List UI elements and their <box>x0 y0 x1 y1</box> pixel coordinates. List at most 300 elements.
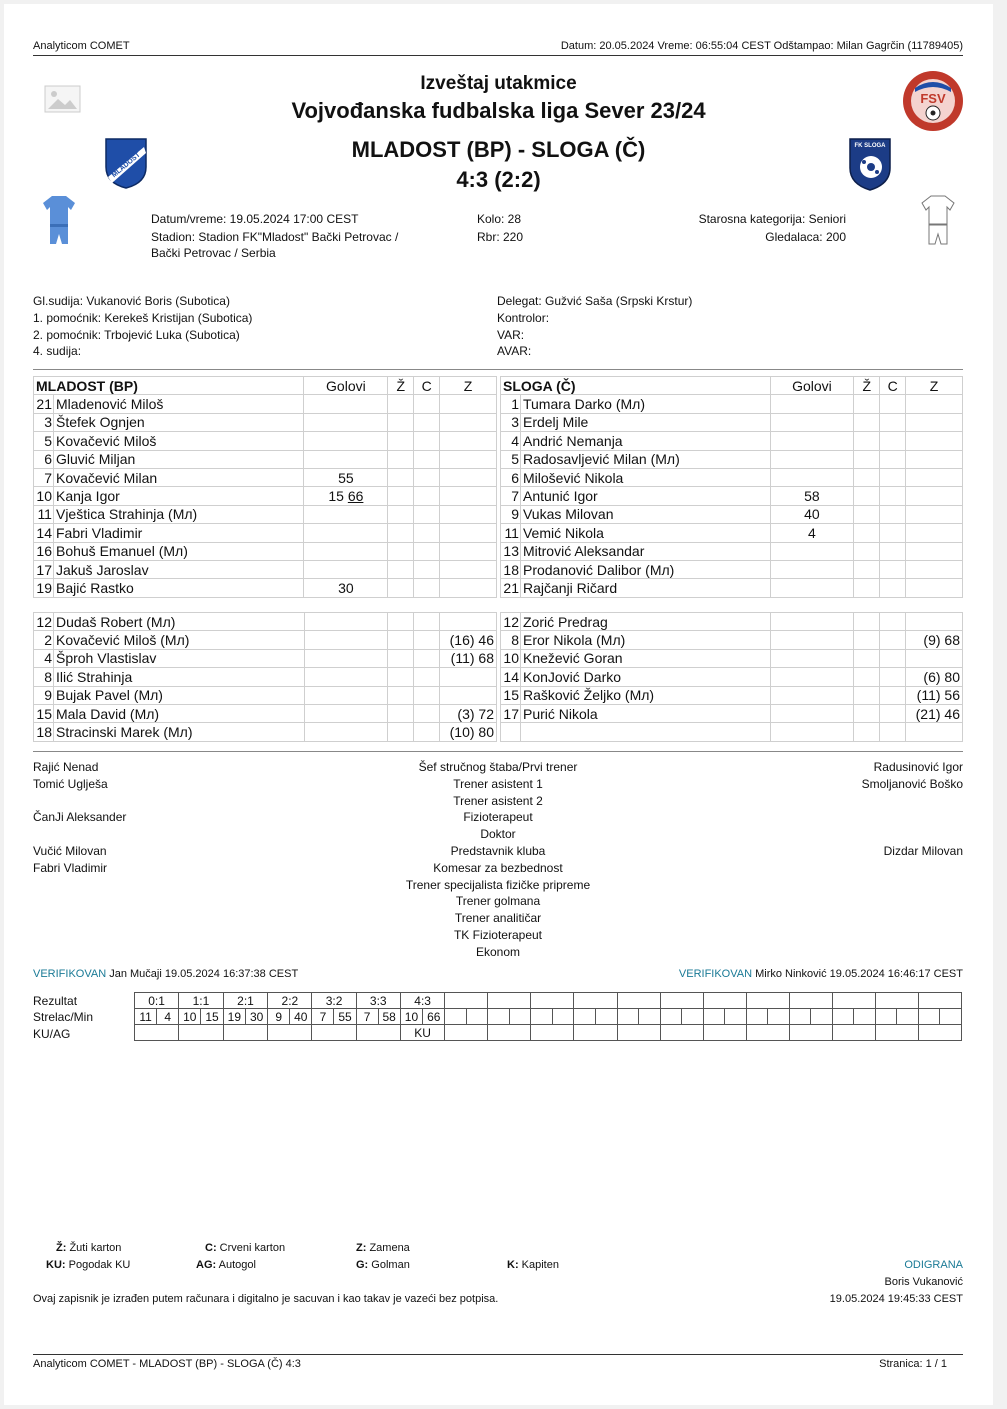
away-table-header <box>501 377 963 395</box>
player-number: 1 <box>501 395 521 413</box>
table-row <box>501 524 963 542</box>
substitution: (21) 46 <box>905 704 962 722</box>
staff-role: Komesar za bezbednost <box>433 860 563 875</box>
home-team-name: MLADOST (BP) <box>34 377 304 395</box>
result-cell <box>746 993 789 1009</box>
goal-minute-cell <box>639 1009 661 1025</box>
player-name: Milošević Nikola <box>520 468 770 486</box>
player-name: Tumara Darko (Mл) <box>520 395 770 413</box>
result-label: Rezultat <box>33 994 78 1008</box>
staff-name: Rajić Nenad <box>33 760 99 774</box>
result-cell: 3:3 <box>356 993 400 1009</box>
result-cell: 4:3 <box>400 993 445 1009</box>
kuag-label: KU/AG <box>33 1027 71 1041</box>
away-staff-list <box>862 759 963 860</box>
match-stadium: Stadion: Stadion FK"Mladost" Bački Petrovac / <box>151 230 399 244</box>
kuag-cell <box>832 1025 875 1041</box>
player-name: Andrić Nemanja <box>520 432 770 450</box>
delegate: Delegat: Gužvić Saša (Srpski Krstur) <box>497 294 693 308</box>
player-number: 12 <box>34 613 54 631</box>
player-name: Radosavljević Milan (Mл) <box>520 450 770 468</box>
match-datetime: Datum/vreme: 19.05.2024 17:00 CEST <box>151 212 359 226</box>
player-name: Bajić Rastko <box>53 579 304 597</box>
assistant-referee-1: 1. pomoćnik: Kerekeš Kristijan (Subotica) <box>33 311 253 325</box>
player-goals <box>304 413 388 431</box>
player-number: 17 <box>501 704 521 722</box>
footer-left: Analyticom COMET - MLADOST (BP) - SLOGA (Č) 4:3 <box>33 1358 301 1370</box>
player-goals: 55 <box>304 468 388 486</box>
staff-name <box>862 809 963 826</box>
goal-minute-cell <box>509 1009 531 1025</box>
player-number: 21 <box>34 395 54 413</box>
player-name: Vještica Strahinja (Mл) <box>53 505 304 523</box>
player-goals <box>770 395 854 413</box>
disclaimer: Ovaj zapisnik je izrađen putem računara i digitalno je sacuvan i kao takav je vazeći bez potpisa. <box>33 1293 499 1305</box>
player-name: Dudaš Robert (Mл) <box>53 613 304 631</box>
goal-minute-cell: 66 <box>423 1009 445 1025</box>
player-goals <box>304 395 388 413</box>
table-row <box>34 686 497 704</box>
player-goals <box>304 560 388 578</box>
goals-header: Golovi <box>304 377 388 395</box>
table-row <box>501 432 963 450</box>
player-name: Bohuš Emanuel (Mл) <box>53 542 304 560</box>
away-team-name: SLOGA (Č) <box>501 377 771 395</box>
goal-minute-cell: 4 <box>157 1009 179 1025</box>
kuag-cell <box>617 1025 660 1041</box>
player-goals <box>770 450 854 468</box>
table-row <box>34 432 497 450</box>
substitution: (10) 80 <box>439 723 496 741</box>
player-number: 6 <box>501 468 521 486</box>
footer-page: Stranica: 1 / 1 <box>879 1358 947 1370</box>
player-name <box>520 723 770 741</box>
player-name: Vukas Milovan <box>520 505 770 523</box>
player-goals <box>770 432 854 450</box>
table-row <box>34 505 497 523</box>
table-row <box>34 579 497 597</box>
fourth-official: 4. sudija: <box>33 344 82 358</box>
staff-name: Fabri Vladimir <box>33 860 108 875</box>
result-cell <box>789 993 832 1009</box>
substitution <box>905 649 962 667</box>
match-teams: MLADOST (BP) - SLOGA (Č) <box>351 137 646 162</box>
away-crest-text: FK SLOGA <box>854 143 886 149</box>
player-number <box>501 723 521 741</box>
legend-red: C: Crveni karton <box>205 1242 286 1254</box>
yellow-header: Ž <box>854 377 880 395</box>
home-verification: VERIFIKOVAN Jan Mučaji 19.05.2024 16:37:38 CEST <box>33 968 299 980</box>
result-cell: 1:1 <box>179 993 224 1009</box>
away-verification: VERIFIKOVAN Mirko Ninković 19.05.2024 16:46:17 CEST <box>678 968 963 980</box>
player-name: Eror Nikola (Mл) <box>520 631 770 649</box>
yellow-header: Ž <box>388 377 414 395</box>
player-goals <box>304 542 388 560</box>
match-number: Rbr: 220 <box>477 230 524 244</box>
scorer-number-cell <box>789 1009 811 1025</box>
match-score: 4:3 (2:2) <box>456 167 541 192</box>
substitution: (6) 80 <box>905 668 962 686</box>
table-row <box>34 704 497 722</box>
scoring-grid <box>134 992 962 1041</box>
player-goals <box>304 432 388 450</box>
player-number: 19 <box>34 579 54 597</box>
player-name: Ilić Strahinja <box>53 668 304 686</box>
result-row <box>135 993 962 1009</box>
player-number: 10 <box>34 487 54 505</box>
kuag-cell <box>356 1025 400 1041</box>
staff-name: Smoljanović Boško <box>861 776 963 791</box>
player-name: Zorić Predrag <box>520 613 770 631</box>
table-row <box>34 413 497 431</box>
scorer-number-cell <box>746 1009 768 1025</box>
scorer-number-cell <box>531 1009 553 1025</box>
table-row <box>501 613 963 631</box>
player-number: 21 <box>501 579 521 597</box>
scorer-number-cell <box>832 1009 854 1025</box>
player-number: 8 <box>501 631 521 649</box>
player-number: 2 <box>34 631 54 649</box>
legend-ku: KU: Pogodak KU <box>46 1259 131 1271</box>
player-name: Kovačević Milan <box>53 468 304 486</box>
player-name: Rašković Željko (Mл) <box>520 686 770 704</box>
table-row <box>34 668 497 686</box>
goal-minute-cell <box>940 1009 962 1025</box>
staff-role: Trener asistent 1 <box>453 776 543 791</box>
scorer-number-cell: 11 <box>135 1009 157 1025</box>
staff-name: Dizdar Milovan <box>883 843 963 858</box>
player-name: Šproh Vlastislav <box>53 649 304 667</box>
penalty-goal: 66 <box>347 488 364 505</box>
kuag-cell <box>574 1025 617 1041</box>
staff-name <box>862 793 963 810</box>
age-category: Starosna kategorija: Seniori <box>698 212 846 226</box>
player-goals <box>304 450 388 468</box>
goal-minute-cell: 55 <box>334 1009 356 1025</box>
player-goals <box>770 413 854 431</box>
red-header: C <box>880 377 906 395</box>
player-number: 7 <box>34 468 54 486</box>
result-cell: 2:1 <box>223 993 268 1009</box>
controller: Kontrolor: <box>497 311 550 325</box>
substitution: (11) 56 <box>905 686 962 704</box>
scorer-label: Strelac/Min <box>33 1010 94 1024</box>
away-starters-table <box>500 376 963 598</box>
result-cell <box>660 993 703 1009</box>
kuag-cell <box>703 1025 746 1041</box>
scorer-number-cell <box>918 1009 940 1025</box>
scorer-number-cell: 19 <box>223 1009 245 1025</box>
player-number: 16 <box>34 542 54 560</box>
scorer-number-cell: 10 <box>400 1009 422 1025</box>
player-name: Vemić Nikola <box>520 524 770 542</box>
home-subs-table <box>33 612 497 742</box>
player-name: Kovačević Miloš (Mл) <box>53 631 304 649</box>
staff-role: Trener analitičar <box>454 911 542 926</box>
staff-role: Fizioterapeut <box>463 810 533 825</box>
kuag-cell <box>312 1025 356 1041</box>
staff-name: Radusinović Igor <box>873 760 963 774</box>
player-name: Kanja Igor <box>53 487 304 505</box>
scorer-number-cell <box>488 1009 510 1025</box>
staff-role: Trener specijalista fizičke pripreme <box>405 877 591 892</box>
away-subs-table <box>500 612 963 742</box>
player-number: 10 <box>501 649 521 667</box>
substitution <box>439 668 496 686</box>
table-row <box>34 560 497 578</box>
assistant-referee-2: 2. pomoćnik: Trbojević Luka (Subotica) <box>33 328 240 342</box>
home-staff-list <box>33 759 126 877</box>
kuag-cell <box>445 1025 488 1041</box>
result-cell <box>832 993 875 1009</box>
staff-role: Šef stručnog štaba/Prvi trener <box>418 760 578 774</box>
goal-minute-cell <box>811 1009 833 1025</box>
result-cell: 3:2 <box>312 993 356 1009</box>
player-goals <box>304 524 388 542</box>
scorer-number-cell: 7 <box>312 1009 334 1025</box>
player-goals: 40 <box>770 505 854 523</box>
player-number: 4 <box>501 432 521 450</box>
table-row <box>34 631 497 649</box>
substitution <box>439 613 496 631</box>
staff-name: Tomić Uglješa <box>33 776 108 791</box>
goal-minute-cell <box>725 1009 747 1025</box>
home-table-header <box>34 377 497 395</box>
table-row <box>34 542 497 560</box>
result-cell <box>445 993 488 1009</box>
goal-minute-cell: 30 <box>245 1009 267 1025</box>
table-row <box>501 505 963 523</box>
player-number: 8 <box>34 668 54 686</box>
home-crest-text: MLADOST <box>110 151 142 180</box>
player-number: 12 <box>501 613 521 631</box>
table-row <box>501 487 963 505</box>
player-goals <box>770 468 854 486</box>
player-number: 13 <box>501 542 521 560</box>
table-row <box>501 579 963 597</box>
report-title: Izveštaj utakmice <box>420 73 577 94</box>
table-row <box>501 413 963 431</box>
staff-name: ČanJi Aleksander <box>33 810 127 825</box>
player-number: 11 <box>34 505 54 523</box>
player-number: 9 <box>34 686 54 704</box>
player-name: Antunić Igor <box>520 487 770 505</box>
goal-minute-cell <box>768 1009 790 1025</box>
player-number: 6 <box>34 450 54 468</box>
away-team-crest <box>847 136 893 191</box>
kuag-cell <box>135 1025 179 1041</box>
scorer-number-cell: 9 <box>268 1009 290 1025</box>
player-goals: 58 <box>770 487 854 505</box>
goal-minute-cell <box>682 1009 704 1025</box>
legend-ag: AG: Autogol <box>196 1259 256 1271</box>
player-goals <box>770 579 854 597</box>
fsv-logo-text: FSV <box>920 91 946 106</box>
scorer-number-cell <box>875 1009 897 1025</box>
scorer-number-cell <box>574 1009 596 1025</box>
result-cell <box>531 993 574 1009</box>
red-header: C <box>414 377 440 395</box>
player-number: 15 <box>501 686 521 704</box>
report-page <box>4 4 993 1405</box>
match-round: Kolo: 28 <box>477 212 522 226</box>
scorer-number-cell <box>703 1009 725 1025</box>
table-row <box>501 468 963 486</box>
kuag-cell <box>789 1025 832 1041</box>
staff-name <box>33 826 126 843</box>
player-number: 3 <box>501 413 521 431</box>
table-row <box>501 686 963 704</box>
goal-minute-cell: 40 <box>290 1009 312 1025</box>
kuag-cell <box>179 1025 224 1041</box>
substitution: (9) 68 <box>905 631 962 649</box>
staff-name <box>862 826 963 843</box>
player-number: 17 <box>34 560 54 578</box>
substitution: (11) 68 <box>439 649 496 667</box>
player-name: Mladenović Miloš <box>53 395 304 413</box>
scorer-number-cell <box>660 1009 682 1025</box>
match-stadium-city: Bački Petrovac / Serbia <box>151 246 276 260</box>
table-row <box>501 704 963 722</box>
result-cell: 0:1 <box>135 993 179 1009</box>
player-name: Kovačević Miloš <box>53 432 304 450</box>
scorer-number-cell: 10 <box>179 1009 201 1025</box>
player-name: Jakuš Jaroslav <box>53 560 304 578</box>
table-row <box>34 487 497 505</box>
scorer-number-cell: 7 <box>356 1009 378 1025</box>
legend-yellow: Ž: Žuti karton <box>56 1242 122 1254</box>
goal-minute-cell <box>596 1009 618 1025</box>
result-cell <box>918 993 961 1009</box>
player-name: Purić Nikola <box>520 704 770 722</box>
player-name: Gluvić Miljan <box>53 450 304 468</box>
staff-role: Ekonom <box>475 944 521 959</box>
result-cell <box>875 993 918 1009</box>
kuag-cell <box>531 1025 574 1041</box>
player-name: Mitrović Aleksandar <box>520 542 770 560</box>
staff-roles-list <box>348 759 648 961</box>
player-number: 4 <box>34 649 54 667</box>
away-kit-icon <box>921 194 955 246</box>
staff-name: Vučić Milovan <box>33 843 107 858</box>
sub-header: Z <box>440 377 497 395</box>
staff-role: Trener golmana <box>455 894 541 909</box>
substitution: (16) 46 <box>439 631 496 649</box>
substitution: (3) 72 <box>439 704 496 722</box>
player-goals <box>770 560 854 578</box>
league-title: Vojvođanska fudbalska liga Sever 23/24 <box>291 98 706 123</box>
player-number: 11 <box>501 524 521 542</box>
kuag-cell <box>223 1025 268 1041</box>
table-row <box>501 631 963 649</box>
kuag-cell <box>660 1025 703 1041</box>
table-row <box>34 723 497 741</box>
table-row <box>501 649 963 667</box>
kuag-cell: KU <box>400 1025 445 1041</box>
result-cell <box>703 993 746 1009</box>
kuag-cell <box>488 1025 531 1041</box>
staff-name <box>33 793 126 810</box>
player-name: Rajčanji Ričard <box>520 579 770 597</box>
player-number: 14 <box>501 668 521 686</box>
goals-header: Golovi <box>770 377 854 395</box>
table-row <box>34 613 497 631</box>
status-datetime: 19.05.2024 19:45:33 CEST <box>829 1293 963 1305</box>
legend-sub: Z: Zamena <box>356 1242 410 1254</box>
table-row <box>34 468 497 486</box>
table-row <box>501 542 963 560</box>
table-row <box>501 395 963 413</box>
player-name: Bujak Pavel (Mл) <box>53 686 304 704</box>
spectators: Gledalaca: 200 <box>765 230 846 244</box>
substitution <box>905 613 962 631</box>
player-number: 18 <box>501 560 521 578</box>
staff-role: TK Fizioterapeut <box>453 927 543 942</box>
home-starters-table <box>33 376 497 598</box>
substitution <box>439 686 496 704</box>
kuag-cell <box>746 1025 789 1041</box>
avar-official: AVAR: <box>497 344 532 358</box>
goal-minute-cell <box>897 1009 919 1025</box>
player-number: 3 <box>34 413 54 431</box>
player-name: Erdelj Mile <box>520 413 770 431</box>
player-number: 7 <box>501 487 521 505</box>
player-number: 9 <box>501 505 521 523</box>
staff-role: Trener asistent 2 <box>453 793 543 808</box>
goal-minute-cell <box>552 1009 574 1025</box>
player-name: Prodanović Dalibor (Mл) <box>520 560 770 578</box>
player-goals: 30 <box>304 579 388 597</box>
var-official: VAR: <box>497 328 525 342</box>
player-goals: 15 66 <box>304 487 388 505</box>
sub-header: Z <box>906 377 963 395</box>
match-status: ODIGRANA <box>904 1259 963 1271</box>
table-row <box>501 560 963 578</box>
goal-minute-cell <box>854 1009 876 1025</box>
staff-role: Predstavnik kluba <box>450 843 546 858</box>
main-referee: Gl.sudija: Vukanović Boris (Subotica) <box>33 294 230 308</box>
kuag-cell <box>875 1025 918 1041</box>
substitution <box>905 723 962 741</box>
result-cell <box>617 993 660 1009</box>
table-row <box>34 395 497 413</box>
kuag-cell <box>918 1025 961 1041</box>
player-goals <box>770 542 854 560</box>
table-row <box>34 649 497 667</box>
result-cell <box>488 993 531 1009</box>
kuag-row <box>135 1025 962 1041</box>
table-row <box>501 668 963 686</box>
scorer-number-cell <box>445 1009 467 1025</box>
table-row <box>501 450 963 468</box>
player-name: Fabri Vladimir <box>53 524 304 542</box>
player-name: Štefek Ognjen <box>53 413 304 431</box>
goal-minute-cell: 15 <box>201 1009 223 1025</box>
player-goals: 4 <box>770 524 854 542</box>
player-goals <box>304 505 388 523</box>
player-number: 14 <box>34 524 54 542</box>
scorer-number-cell <box>617 1009 639 1025</box>
header-left: Analyticom COMET <box>33 40 130 52</box>
scorer-row <box>135 1009 962 1025</box>
player-name: Stracinski Marek (Mл) <box>53 723 304 741</box>
home-kit-icon <box>42 194 76 246</box>
table-row <box>34 450 497 468</box>
player-number: 5 <box>34 432 54 450</box>
player-number: 5 <box>501 450 521 468</box>
player-number: 18 <box>34 723 54 741</box>
status-signed-by: Boris Vukanović <box>884 1276 963 1288</box>
